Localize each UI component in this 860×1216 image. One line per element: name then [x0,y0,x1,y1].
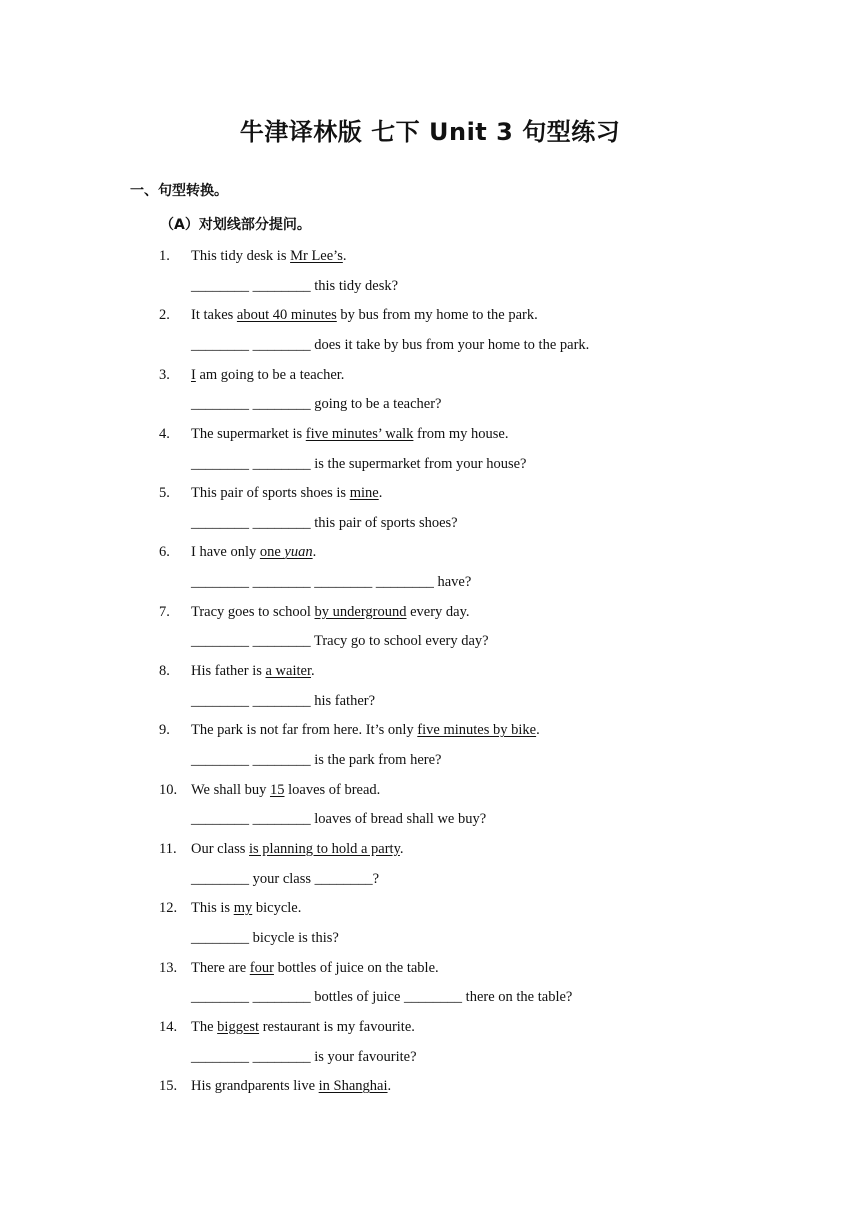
underlined-text: my [233,900,253,917]
sentence-text: I have only [191,544,260,561]
underlined-text: a waiter [265,663,311,680]
question-sentence [191,1017,415,1037]
question-number: 5. [159,485,170,502]
question-item [0,780,860,839]
sentence-text: . [311,663,315,680]
sentence-text: The supermarket is [191,425,306,442]
question-number: 4. [159,425,170,442]
question-number: 14. [159,1018,178,1035]
sentence-text: am going to be a teacher. [195,366,345,383]
question-number: 8. [159,663,170,680]
question-sentence [191,602,470,622]
question-number: 6. [159,544,170,561]
question-number: 1. [159,248,170,264]
question-number: 10. [159,781,178,798]
underlined-text: by underground [314,603,407,620]
answer-line: ________ ________ is the park from here? [191,752,442,769]
sentence-text: restaurant is my favourite. [259,1018,415,1035]
question-sentence [191,365,344,385]
question-item [0,305,860,364]
answer-line: ________ ________ Tracy go to school every day? [191,633,489,650]
sentence-text: It takes [191,307,237,324]
sentence-text: This is [191,900,234,917]
sentence-text: The [191,1018,218,1035]
sentence-text: . [399,840,404,857]
question-list [0,246,860,1135]
sentence-text: His grandparents live [191,1078,319,1095]
question-item [0,542,860,601]
question-number: 7. [159,603,170,620]
question-item [0,365,860,424]
answer-line: ________ ________ bottles of juice ________ there on the table? [191,989,573,1006]
sentence-text: The park is not far from here. It’s only [191,722,418,739]
question-sentence [191,305,538,325]
sentence-text: There are [191,959,250,976]
sentence-text: bottles of juice on the table. [273,959,439,976]
question-item [0,720,860,779]
answer-line: ________ ________ is the supermarket from your house? [191,455,527,472]
sentence-text: from my house. [413,425,509,442]
underlined-text: one [259,544,285,561]
underlined-text: five minutes by bike [417,722,537,739]
question-item [0,483,860,542]
question-sentence [191,898,301,918]
question-sentence [191,1076,391,1096]
underlined-text: 15 [269,781,285,798]
sentence-text: This pair of sports shoes is [191,485,350,502]
question-item [0,958,860,1017]
answer-line: ________ ________ loaves of bread shall we buy? [191,811,487,828]
sentence-text: . [378,485,383,502]
answer-line: ________ ________ this pair of sports shoes? [191,514,458,531]
sentence-text: by bus from my home to the park. [336,307,538,324]
answer-line: ________ bicycle is this? [191,929,339,946]
question-number: 2. [159,307,170,324]
question-item [0,602,860,661]
question-sentence [191,780,380,800]
underlined-text: biggest [217,1018,260,1035]
sentence-text: His father is [191,663,266,680]
question-number: 3. [159,366,170,383]
sentence-text: Our class [191,840,249,857]
question-item [0,661,860,720]
question-sentence [191,483,382,503]
answer-line: ________ ________ this tidy desk? [191,277,399,294]
sentence-text: This tidy desk is [191,248,291,264]
question-number: 11. [159,840,177,857]
underlined-text: about 40 minutes [236,307,337,324]
answer-line: ________ ________ going to be a teacher? [191,396,442,413]
question-number: 15. [159,1078,178,1095]
question-number: 12. [159,900,178,917]
question-item [0,1017,860,1076]
subsection-heading: （A）对划线部分提问。 [160,217,311,233]
question-item [0,839,860,898]
underlined-text: five minutes’ walk [305,425,414,442]
question-sentence [191,246,346,266]
question-item [0,898,860,957]
question-number: 9. [159,722,170,739]
answer-line: ________ ________ his father? [191,692,376,709]
document-title: 牛津译林版 七下 Unit 3 句型练习 [239,118,621,146]
sentence-text: . [387,1078,392,1095]
underlined-text: is planning to hold a party [249,840,400,857]
question-item [0,424,860,483]
underlined-text: Mr Lee’s [290,248,343,264]
section-heading: 一、句型转换。 [130,183,228,199]
sentence-text: . [312,544,317,561]
question-number: 13. [159,959,178,976]
question-sentence [191,958,439,978]
question-sentence [191,424,508,444]
sentence-text: . [536,722,540,739]
underlined-text: yuan [284,544,313,561]
sentence-text: bicycle. [252,900,302,917]
sentence-text: Tracy goes to school [191,603,315,620]
question-sentence [191,839,404,859]
underlined-text: in Shanghai [318,1078,388,1095]
sentence-text: every day. [406,603,470,620]
underlined-text: I [191,366,196,383]
underlined-text: four [249,959,274,976]
question-item [0,246,860,305]
sentence-text: loaves of bread. [284,781,381,798]
answer-line: ________ ________ is your favourite? [191,1048,417,1065]
question-sentence [191,661,315,681]
sentence-text: . [342,248,347,264]
underlined-text: mine [349,485,379,502]
sentence-text: We shall buy [191,781,270,798]
answer-line: ________ your class ________? [191,870,380,887]
question-sentence [191,720,540,740]
question-sentence [191,542,316,562]
question-item [0,1076,860,1135]
answer-line: ________ ________ does it take by bus from your home to the park. [191,336,590,353]
answer-line: ________ ________ ________ ________ have? [191,574,472,591]
